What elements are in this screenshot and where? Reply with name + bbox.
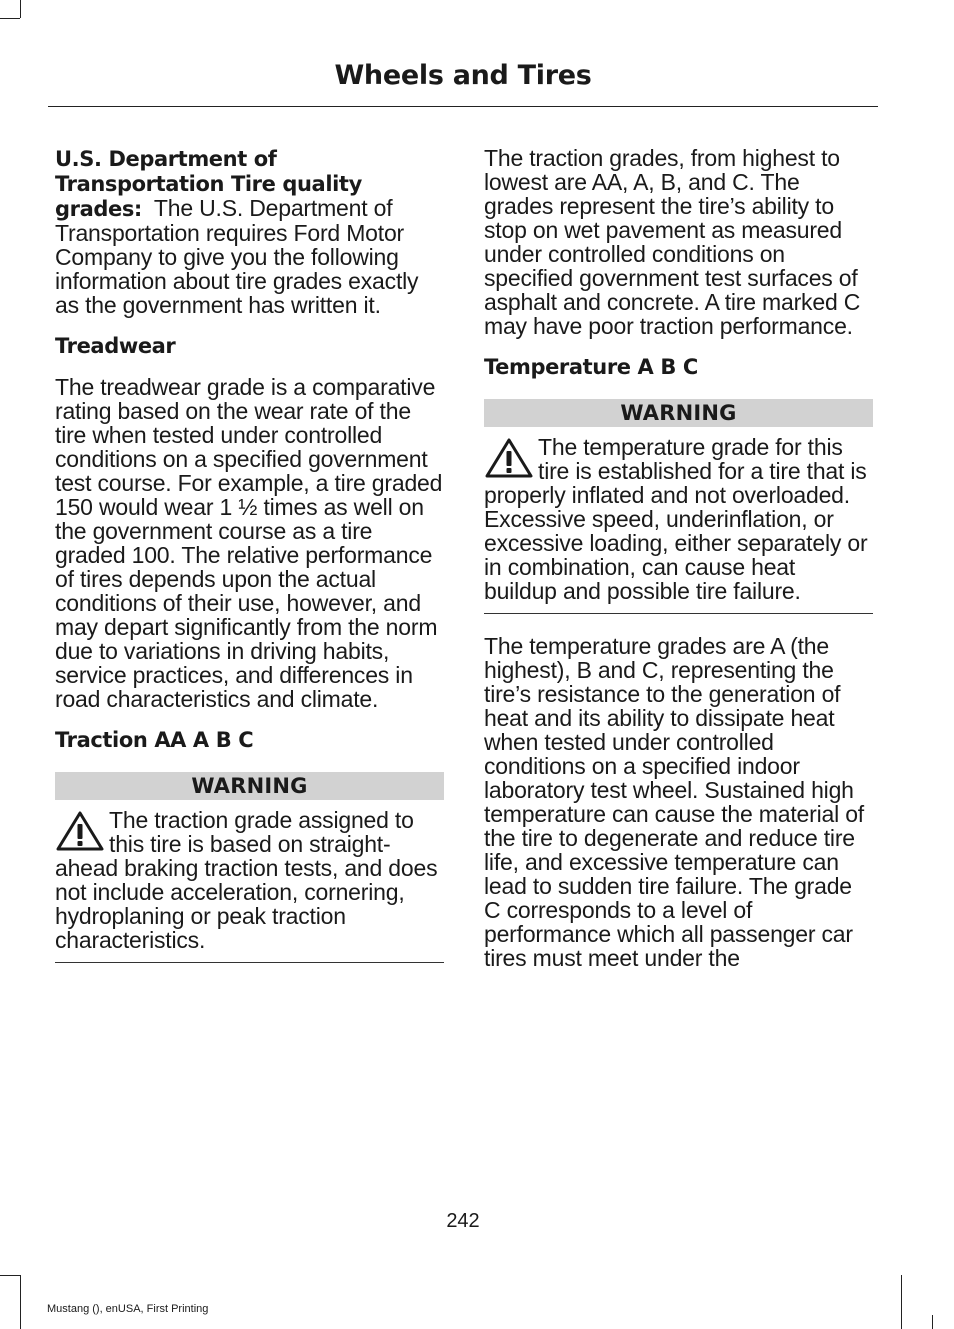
warning-rule [484,613,873,614]
warning-box [55,808,444,952]
footer-text: Mustang (), enUSA, First Printing [47,1303,209,1315]
left-column [55,146,444,963]
crop-mark [932,1315,933,1329]
treadwear-paragraph: The treadwear grade is a comparative rating based on the wear rate of the tire when tested under controlled conditions on a specified government test course. For example, a tire graded 150 would wear 1 ½ times as well on the government course as a tire graded 100. The relative performance of tires depends upon the actual conditions of their use, however, and may depart significantly from the norm due to variations in driving habits, service practices, and differences in road characteristics and climate. [55,374,443,712]
crop-mark [901,1275,902,1329]
warning-banner: WARNING [55,772,444,800]
page-title: Wheels and Tires [334,60,592,91]
header-rule [48,106,878,107]
warning-text: The traction grade assigned to this tire is based on straight-ahead braking traction tests, and does not include acceleration, cornering, hydroplaning or peak traction characteristics. [55,807,438,953]
intro-text: The U.S. Department of Transportation requires Ford Motor Company to give you the following information about tire grades exactly as the government has written it. [55,195,419,318]
page-number: 242 [446,1210,480,1232]
crop-mark [0,18,20,19]
warning-triangle-icon [55,810,105,852]
intro-paragraph [55,146,444,317]
temperature-heading: Temperature A B C [484,355,698,379]
warning-rule [55,962,444,963]
warning-box [484,435,873,603]
temperature-paragraph: The temperature grades are A (the highest), B and C, representing the tire’s resistance to the generation of heat and its ability to dissipate heat when tested under controlled conditions on a specified indoor laboratory test wheel. Sustained high temperature can cause the material of the tire to degenerate and reduce tire life, and excessive temperature can lead to sudden tire failure. The grade C corresponds to a level of performance which all passenger car tires must meet under the [484,633,864,971]
traction-paragraph: The traction grades, from highest to lowest are AA, A, B, and C. The grades represent the tire’s ability to stop on wet pavement as measured under controlled conditions on specified government test surfaces of asphalt and concrete. A tire marked C may have poor traction performance. [484,145,861,339]
right-column [484,146,873,970]
intro-heading: U.S. Department of Transportation Tire quality grades: [55,147,362,221]
traction-heading: Traction AA A B C [55,728,254,752]
warning-triangle-icon [484,437,534,479]
warning-banner: WARNING [484,399,873,427]
crop-mark [0,1275,20,1276]
crop-mark [20,1275,21,1329]
warning-text: The temperature grade for this tire is established for a tire that is properly inflated and not overloaded. Excessive speed, underinflation, or excessive loading, either separately or in combination, can cause heat buildup and possible tire failure. [484,434,868,604]
crop-mark [20,0,21,18]
treadwear-heading: Treadwear [55,334,176,358]
